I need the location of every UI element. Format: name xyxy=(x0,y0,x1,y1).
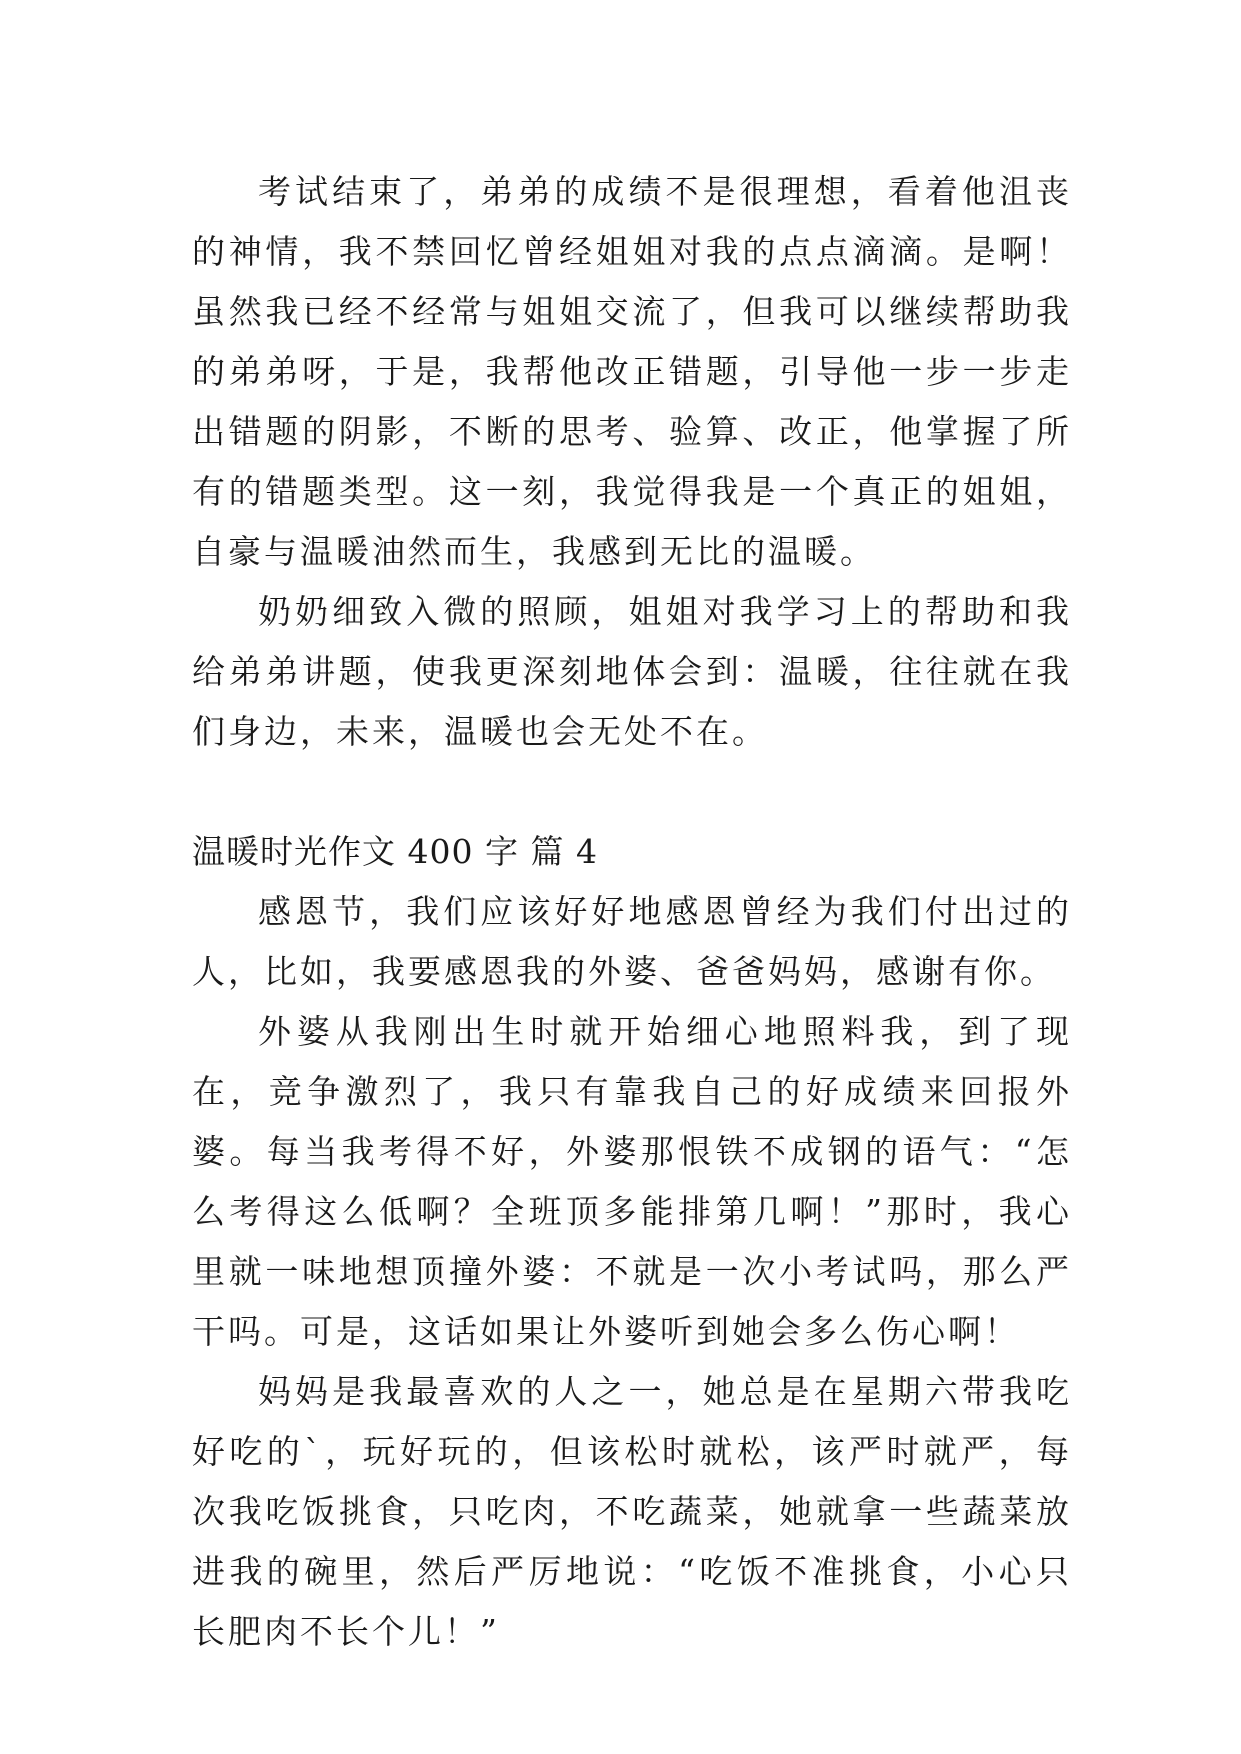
section-gap xyxy=(192,762,1072,822)
section-heading: 温暖时光作文 400 字 篇 4 xyxy=(192,832,598,871)
paragraph-warmth-summary: 奶奶细致入微的照顾，姐姐对我学习上的帮助和我给弟弟讲题，使我更深刻地体会到：温暖，往往就在我们身边，未来，温暖也会无处不在。 xyxy=(192,592,1072,751)
paragraph-mom: 妈妈是我最喜欢的人之一，她总是在星期六带我吃好吃的`，玩好玩的，但该松时就松，该严时就严，每次我吃饭挑食，只吃肉，不吃蔬菜，她就拿一些蔬菜放进我的碗里，然后严厉地说：“吃饭不准挑食，小心只长肥肉不长个儿！” xyxy=(192,1372,1072,1651)
paragraph-thanksgiving: 感恩节，我们应该好好地感恩曾经为我们付出过的人，比如，我要感恩我的外婆、爸爸妈妈，感谢有你。 xyxy=(192,892,1072,991)
paragraph-grandma: 外婆从我刚出生时就开始细心地照料我，到了现在，竞争激烈了，我只有靠我自己的好成绩来回报外婆。每当我考得不好，外婆那恨铁不成钢的语气：“怎么考得这么低啊？全班顶多能排第几啊！”那时，我心里就一味地想顶撞外婆：不就是一次小考试吗，那么严干吗。可是，这话如果让外婆听到她会多么伤心啊！ xyxy=(192,1012,1072,1351)
document-page xyxy=(192,162,1072,1662)
paragraph-exam-result: 考试结束了，弟弟的成绩不是很理想，看着他沮丧的神情，我不禁回忆曾经姐姐对我的点点滴滴。是啊！虽然我已经不经常与姐姐交流了，但我可以继续帮助我的弟弟呀，于是，我帮他改正错题，引导他一步一步走出错题的阴影，不断的思考、验算、改正，他掌握了所有的错题类型。这一刻，我觉得我是一个真正的姐姐，自豪与温暖油然而生，我感到无比的温暖。 xyxy=(192,172,1072,571)
